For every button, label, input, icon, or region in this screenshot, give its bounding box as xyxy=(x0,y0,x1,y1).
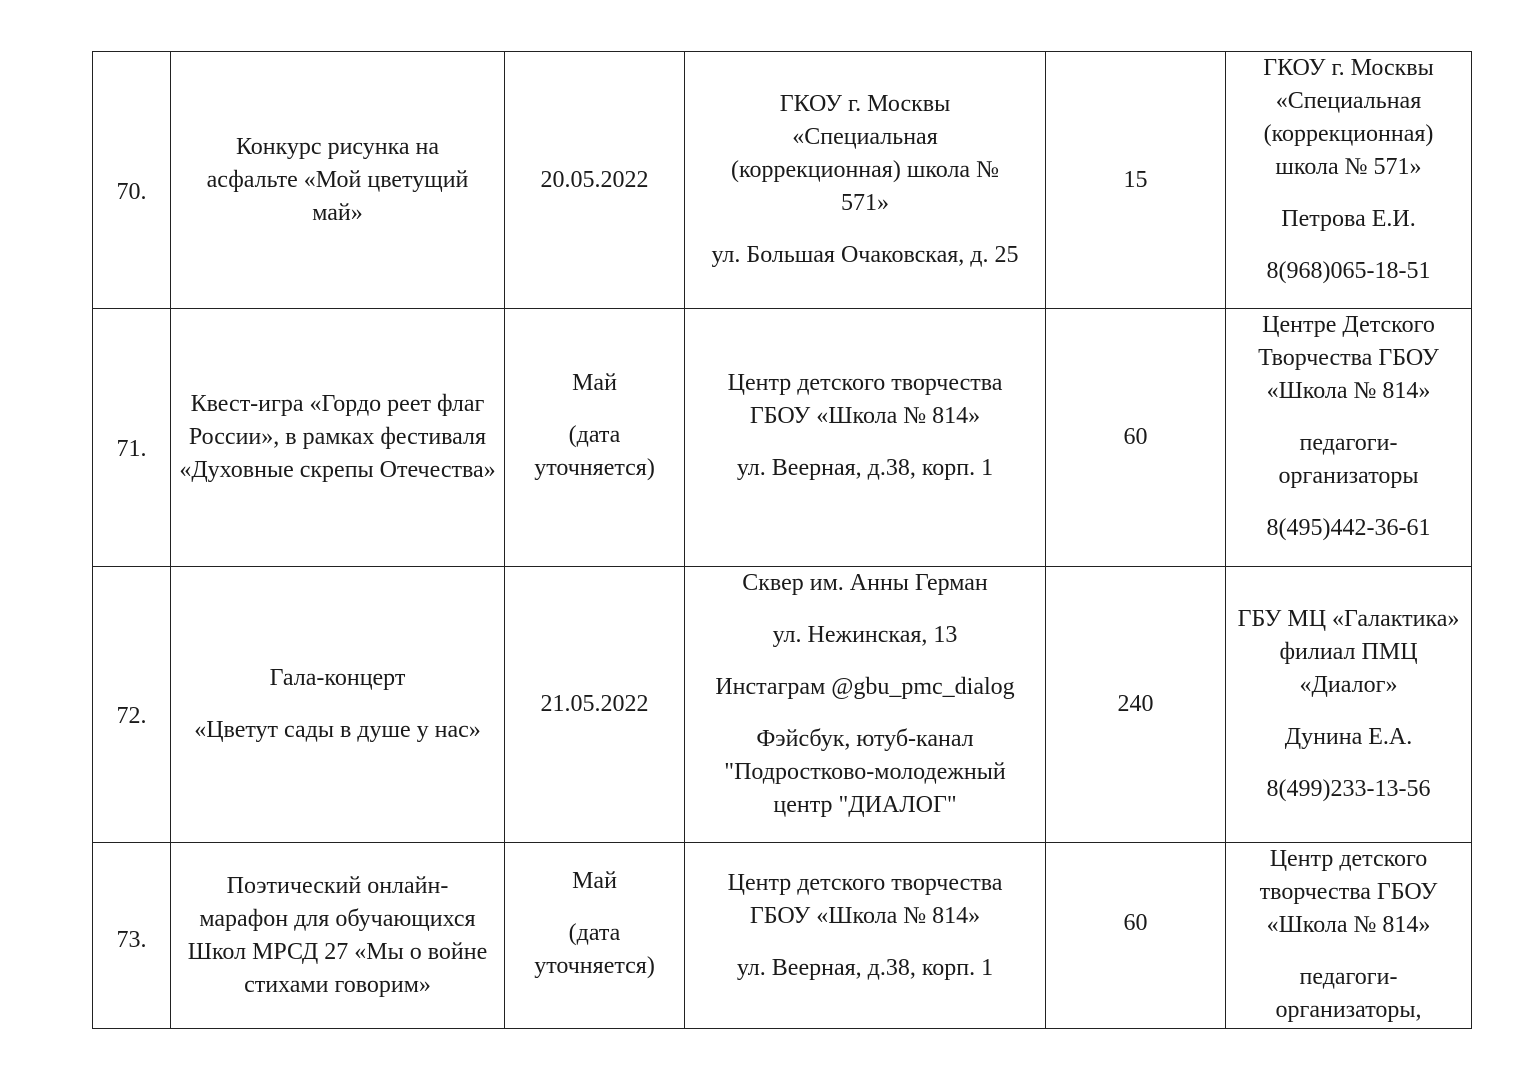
event-cell xyxy=(171,309,505,567)
row-number-cell xyxy=(93,52,171,309)
event-name: Квест-игра «Гордо реет флаг России», в рамках фестиваля «Духовные скрепы Отечества» xyxy=(179,391,496,483)
venue-name: Центр детского творчества ГБОУ «Школа № 814» xyxy=(727,870,1003,929)
row-number: 72. xyxy=(116,703,147,729)
organizer-name: ГБУ МЦ «Галактика» филиал ПМЦ «Диалог» xyxy=(1237,606,1460,698)
event-cell xyxy=(171,567,505,843)
date-cell xyxy=(505,309,685,567)
table-row xyxy=(93,843,1472,1029)
participants-count: 240 xyxy=(1117,691,1154,717)
event-name: Поэтический онлайн-марафон для обучающихся Школ МРСД 27 «Мы о войне стихами говорим» xyxy=(187,872,488,998)
row-number-cell xyxy=(93,567,171,843)
organizer-contact-person: педагоги-организаторы xyxy=(1278,430,1419,489)
organizer-contact-person: Петрова Е.И. xyxy=(1281,206,1416,232)
participants-cell xyxy=(1046,52,1226,309)
organizer-phone: 8(499)233-13-56 xyxy=(1266,776,1431,802)
organizer-cell xyxy=(1226,567,1472,843)
venue-address: ул. Веерная, д.38, корп. 1 xyxy=(736,955,994,981)
venue-name: ГКОУ г. Москвы «Специальная (коррекционная) школа № 571» xyxy=(731,91,999,216)
events-table xyxy=(92,51,1472,1029)
organizer-cell xyxy=(1226,843,1472,1029)
event-date-note: (дата уточняется) xyxy=(534,920,655,979)
date-cell xyxy=(505,843,685,1029)
venue-address: ул. Веерная, д.38, корп. 1 xyxy=(736,455,994,481)
organizer-cell xyxy=(1226,52,1472,309)
row-number-cell xyxy=(93,309,171,567)
event-name: Гала-концерт xyxy=(269,665,406,691)
organizer-contact-person: Дунина Е.А. xyxy=(1284,724,1413,750)
table-row xyxy=(93,567,1472,843)
participants-count: 60 xyxy=(1123,910,1148,936)
row-number-cell xyxy=(93,843,171,1029)
organizer-phone: 8(495)442-36-61 xyxy=(1266,515,1431,541)
organizer-name: Центре Детского Творчества ГБОУ «Школа № 814» xyxy=(1258,312,1439,404)
participants-cell xyxy=(1046,843,1226,1029)
row-number: 71. xyxy=(116,436,147,462)
event-date: Май xyxy=(572,370,617,396)
venue-cell xyxy=(685,843,1046,1029)
date-cell xyxy=(505,567,685,843)
venue-address: ул. Нежинская, 13 xyxy=(772,622,958,648)
event-subtitle: «Цветут сады в душе у нас» xyxy=(194,717,481,743)
event-date: 21.05.2022 xyxy=(540,691,649,717)
venue-instagram: Инстаграм @gbu_pmc_dialog xyxy=(715,674,1015,700)
organizer-name: Центр детского творчества ГБОУ «Школа № 814» xyxy=(1259,846,1438,938)
event-name: Конкурс рисунка на асфальте «Мой цветущий май» xyxy=(206,133,469,226)
participants-cell xyxy=(1046,309,1226,567)
participants-count: 60 xyxy=(1123,424,1148,450)
date-cell xyxy=(505,52,685,309)
participants-count: 15 xyxy=(1123,166,1148,193)
row-number: 70. xyxy=(116,178,147,205)
venue-cell xyxy=(685,309,1046,567)
table-row xyxy=(93,52,1472,309)
venue-name: Центр детского творчества ГБОУ «Школа № 814» xyxy=(727,370,1003,429)
row-number: 73. xyxy=(116,927,147,953)
venue-social-links: Фэйсбук, ютуб-канал "Подростково-молодежный центр "ДИАЛОГ" xyxy=(724,726,1006,818)
event-cell xyxy=(171,52,505,309)
participants-cell xyxy=(1046,567,1226,843)
table-row xyxy=(93,309,1472,567)
organizer-name: ГКОУ г. Москвы «Специальная (коррекционная) школа № 571» xyxy=(1263,55,1434,180)
venue-cell xyxy=(685,52,1046,309)
event-date: 20.05.2022 xyxy=(540,166,649,193)
event-cell xyxy=(171,843,505,1029)
venue-address: ул. Большая Очаковская, д. 25 xyxy=(711,242,1019,268)
organizer-contact-person: педагоги-организаторы, xyxy=(1275,964,1422,1023)
event-date: Май xyxy=(572,868,617,894)
venue-name: Сквер им. Анны Герман xyxy=(742,570,988,596)
venue-cell xyxy=(685,567,1046,843)
event-date-note: (дата уточняется) xyxy=(534,422,655,481)
organizer-phone: 8(968)065-18-51 xyxy=(1266,258,1431,284)
organizer-cell xyxy=(1226,309,1472,567)
